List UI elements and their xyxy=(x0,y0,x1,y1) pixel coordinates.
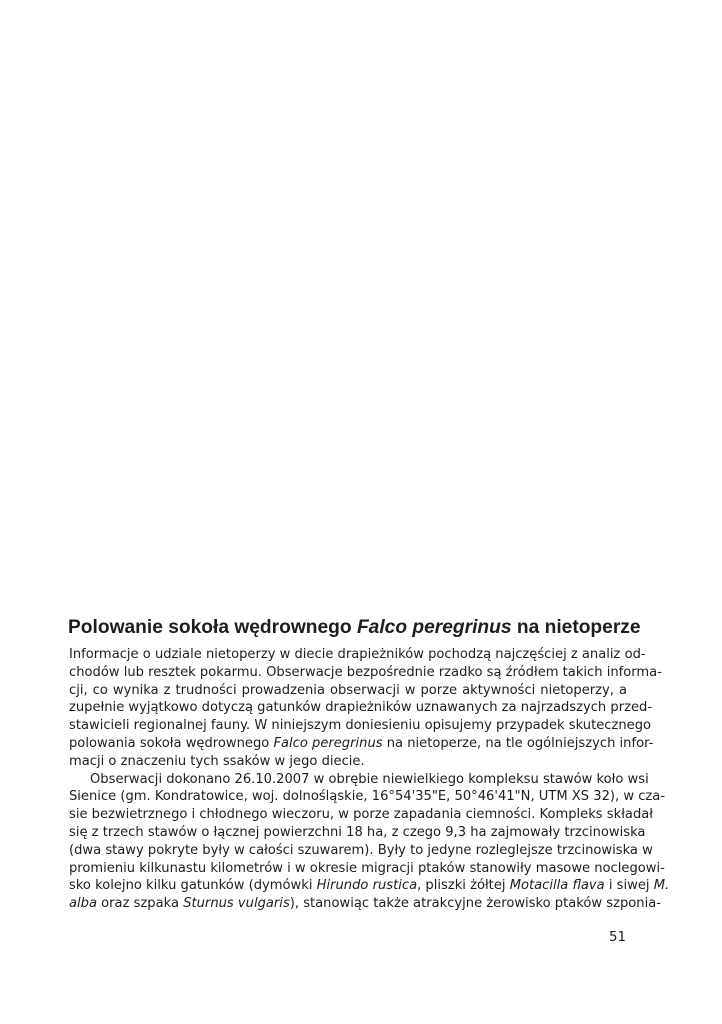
text-line: się z trzech stawów o łącznej powierzchni 18 ha, z czego 9,3 ha zajmowały trzcinowiska xyxy=(69,824,646,840)
species-name: Sturnus vulgaris xyxy=(183,896,290,912)
article-title xyxy=(68,614,641,642)
text-line: sie bezwietrznego i chłodnego wieczoru, w porze zapadania ciemności. Kompleks składał xyxy=(69,807,653,823)
text-line xyxy=(69,877,670,895)
text-line: (dwa stawy pokryte były w całości szuwarem). Były to jedyne rozleglejsze trzcinowiska w xyxy=(69,842,653,858)
text-line: macji o znaczeniu tych ssaków w jego diecie. xyxy=(69,753,365,769)
text-line: Obserwacji dokonano 26.10.2007 w obrębie niewielkiego kompleksu stawów koło wsi xyxy=(90,771,649,787)
title-text-end: na nietoperze xyxy=(511,617,641,638)
species-name: M. xyxy=(653,878,670,894)
text-segment: polowania sokoła wędrownego xyxy=(69,735,274,751)
text-line xyxy=(69,895,661,913)
species-name: Hirundo rustica xyxy=(316,878,418,894)
text-segment: sko kolejno kilku gatunków (dymówki xyxy=(69,878,317,894)
text-segment: ), stanowiąc także atrakcyjne żerowisko ptaków szponia- xyxy=(289,896,661,912)
article-body xyxy=(69,646,670,913)
text-segment: i siwej xyxy=(604,878,654,894)
species-name: Motacilla flava xyxy=(509,878,605,894)
text-line: stawicieli regionalnej fauny. W niniejszym doniesieniu opisujemy przypadek skutecznego xyxy=(69,718,652,734)
text-line: promieniu kilkunastu kilometrów i w okresie migracji ptaków stanowiły masowe noclegowi- xyxy=(69,860,665,876)
text-line: chodów lub resztek pokarmu. Obserwacje bezpośrednie rzadko są źródłem takich informa- xyxy=(69,664,662,680)
text-segment: , pliszki żółtej xyxy=(417,878,510,894)
paragraph-1 xyxy=(69,646,662,771)
text-line: Informacje o udziale nietoperzy w diecie drapieżników pochodzą najczęściej z analiz od- xyxy=(69,647,646,662)
text-segment: na nietoperze, na tle ogólniejszych infor- xyxy=(382,735,654,751)
text-line: cji, co wynika z trudności prowadzenia obserwacji w porze aktywności nietoperzy, a xyxy=(69,682,627,698)
text-line: zupełnie wyjątkowo dotyczą gatunków drapieżników uznawanych za najrzadszych przed- xyxy=(69,700,653,716)
text-segment: oraz szpaka xyxy=(97,896,184,912)
species-name: Falco peregrinus xyxy=(273,735,383,751)
title-species-name: Falco peregrinus xyxy=(356,617,512,638)
paragraph-2 xyxy=(69,771,670,913)
title-text-start: Polowanie sokoła wędrownego xyxy=(68,617,357,638)
text-line xyxy=(69,735,654,753)
page-number: 51 xyxy=(608,930,626,945)
text-line: Sienice (gm. Kondratowice, woj. dolnośląskie, 16°54'35"E, 50°46'41"N, UTM XS 32), w cza- xyxy=(69,789,666,805)
species-name: alba xyxy=(69,896,97,912)
